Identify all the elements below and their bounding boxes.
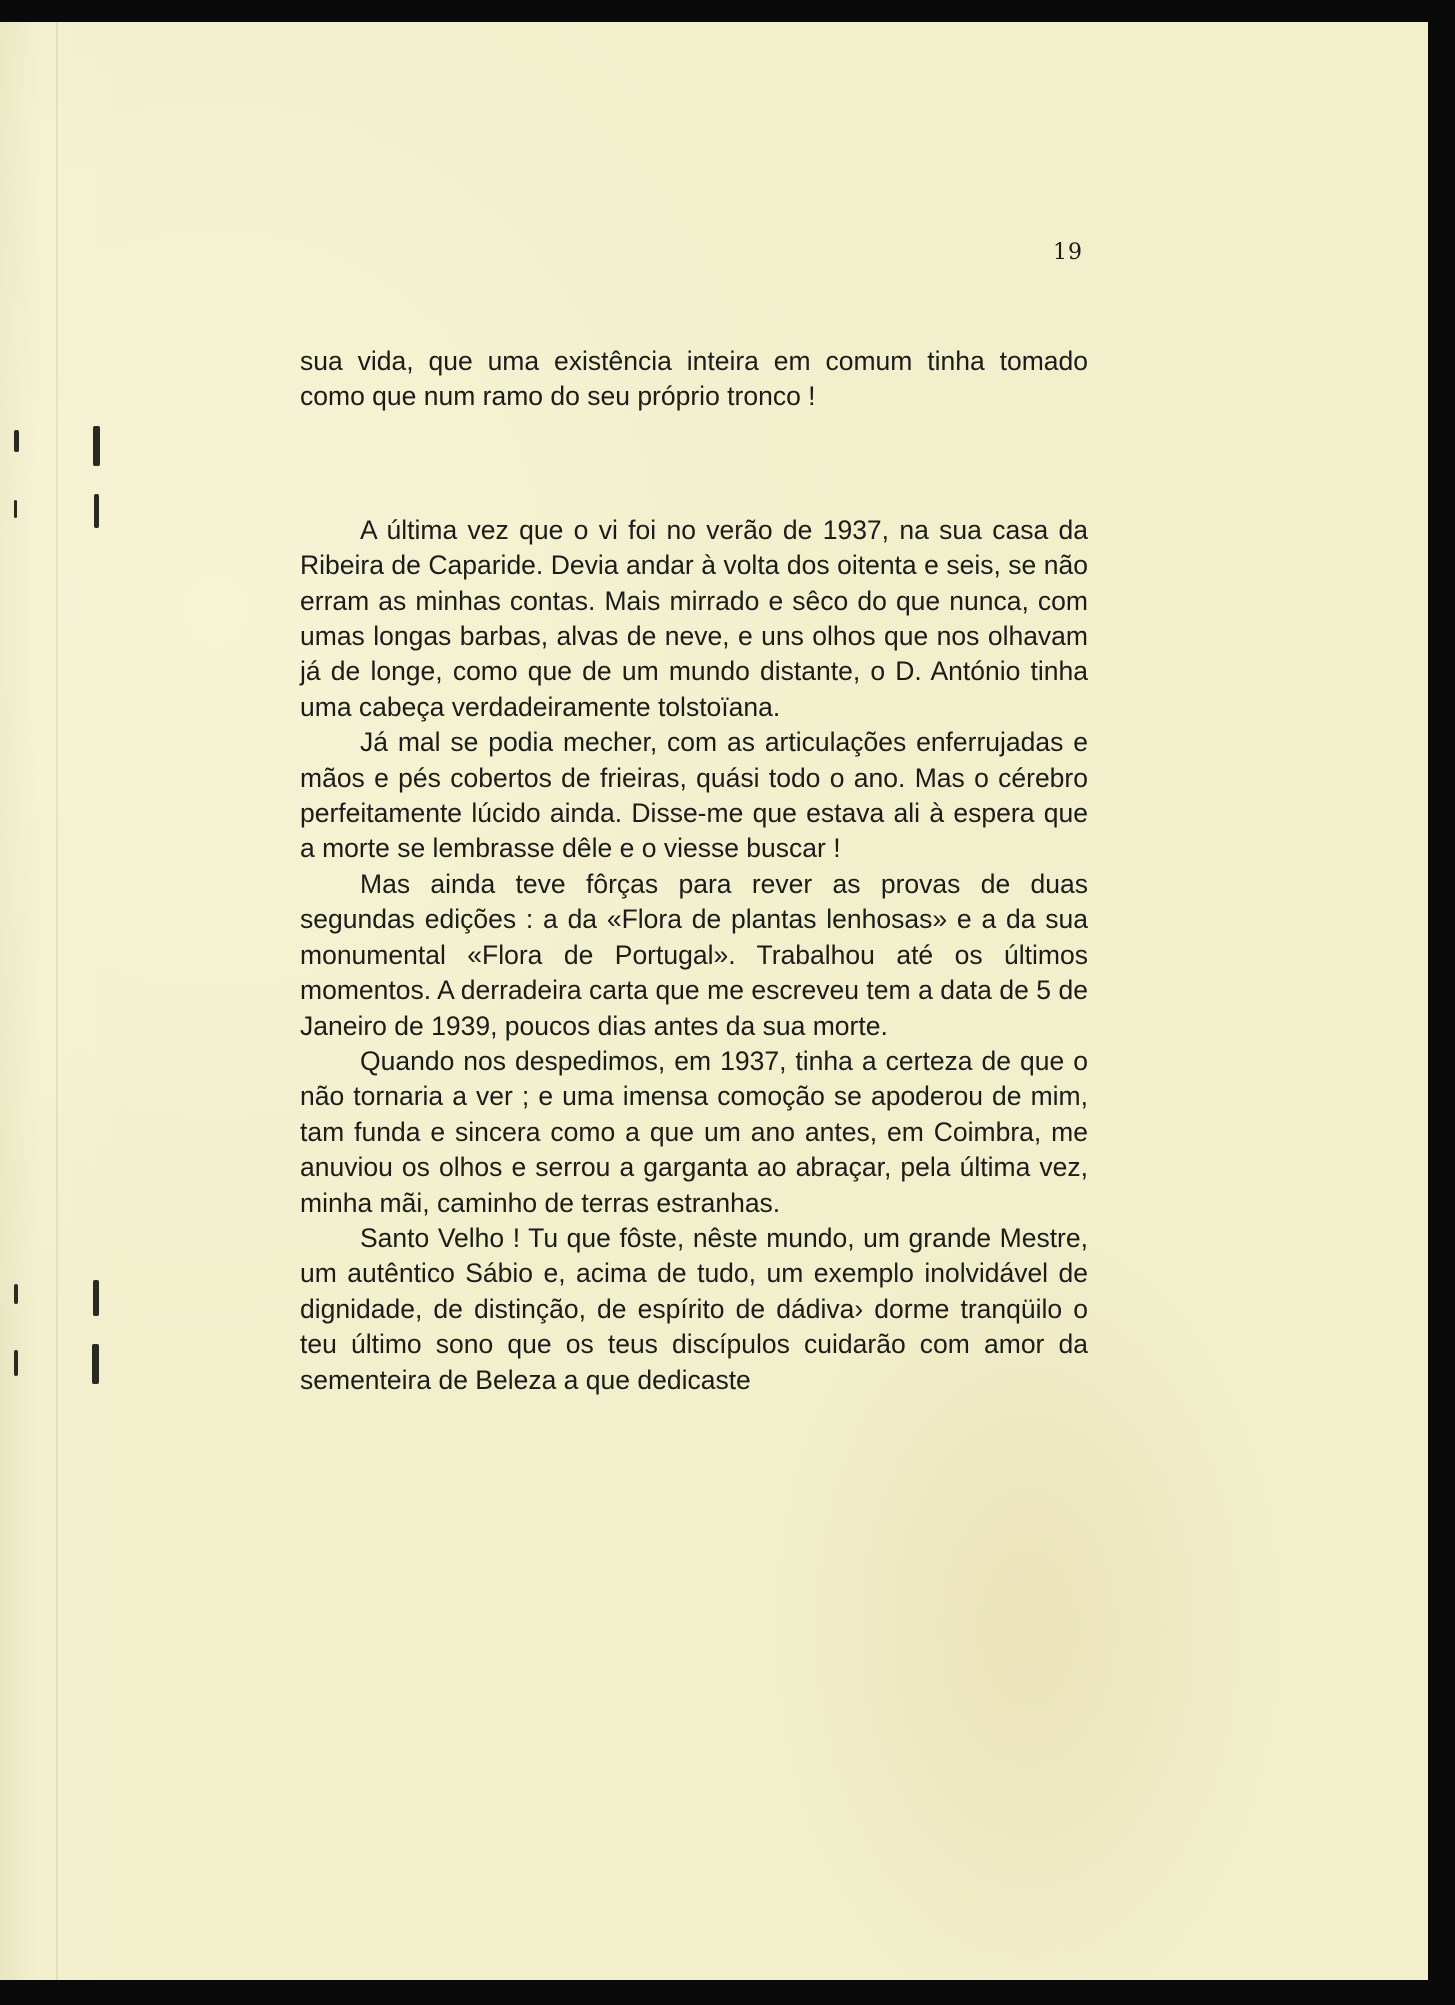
binding-mark xyxy=(92,1344,99,1384)
binding-mark xyxy=(14,500,17,518)
paragraph: Santo Velho ! Tu que fôste, nêste mundo, um grande Mestre, um autêntico Sábio e, acima de tudo, um exemplo inolvidável de dignidade, de distinção, de espírito de dádiva› dorme tranqüilo o teu último sono que os teus discípulos cuidarão com amor da sementeira de Beleza a que dedicaste xyxy=(300,1222,1088,1395)
page-number: 19 xyxy=(1053,240,1083,265)
paragraph: Quando nos despedimos, em 1937, tinha a certeza de que o não tornaria a ver ; e uma imensa comoção se apoderou de mim, tam funda e sincera como a que um ano antes, em Coimbra, me anuviou os olhos e serrou a garganta ao abraçar, pela última vez, minha mãi, caminho de terras estranhas. xyxy=(300,1045,1088,1218)
book-page xyxy=(0,22,1428,1980)
binding-mark xyxy=(14,1284,18,1304)
binding-mark xyxy=(93,426,100,466)
body-text xyxy=(300,344,1088,1398)
page-fold-shadow xyxy=(56,22,58,1980)
paragraph: Já mal se podia mecher, com as articulações enferrujadas e mãos e pés cobertos de frieiras, quási todo o ano. Mas o cérebro perfeitamente lúcido ainda. Disse-me que estava ali à espera que a morte se lembrasse dêle e o viesse buscar ! xyxy=(300,727,1088,864)
binding-mark xyxy=(93,1280,99,1316)
paragraph: A última vez que o vi foi no verão de 1937, na sua casa da Ribeira de Caparide. Devia andar à volta dos oitenta e seis, se não erram as minhas contas. Mais mirrado e sêco do que nunca, com umas longas barbas, alvas de neve, e uns olhos que nos olhavam já de longe, como que de um mundo distante, o D. António tinha uma cabeça verdadeiramente tolstoïana. xyxy=(300,514,1088,722)
binding-mark xyxy=(94,494,99,528)
paragraph: Mas ainda teve fôrças para rever as provas de duas segundas edições : a da «Flora de plantas lenhosas» e a da sua monumental «Flora de Portugal». Trabalhou até os últimos momentos. A derradeira carta que me escreveu tem a data de 5 de Janeiro de 1939, poucos dias antes da sua morte. xyxy=(300,868,1088,1041)
binding-mark xyxy=(14,1350,18,1376)
paragraph-continuation: sua vida, que uma existência inteira em comum tinha tomado como que num ramo do seu próprio tronco ! xyxy=(300,346,1088,412)
binding-mark xyxy=(14,430,19,452)
